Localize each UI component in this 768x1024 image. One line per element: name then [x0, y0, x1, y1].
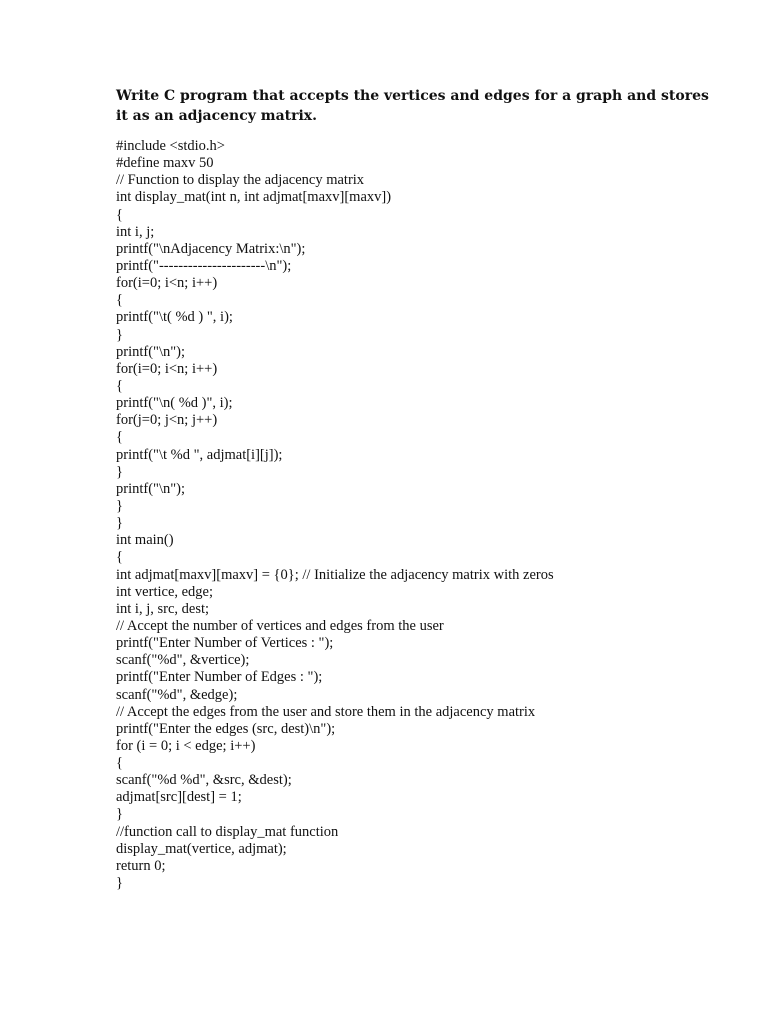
document-heading	[116, 86, 716, 126]
code-line: printf("Enter Number of Edges : ");	[116, 669, 323, 686]
code-line: for (i = 0; i < edge; i++)	[116, 737, 256, 754]
code-line: {	[116, 549, 123, 566]
code-line: printf("\t( %d ) ", i);	[116, 309, 233, 326]
code-line: for(i=0; i<n; i++)	[116, 275, 218, 292]
code-line: int i, j, src, dest;	[116, 600, 210, 617]
code-line: int i, j;	[116, 223, 155, 240]
code-line: printf("\nAdjacency Matrix:\n");	[116, 240, 306, 257]
code-line: printf("\t %d ", adjmat[i][j]);	[116, 446, 283, 463]
code-line: {	[116, 292, 123, 309]
code-line: printf("\n");	[116, 343, 186, 360]
code-line: int main()	[116, 532, 174, 549]
code-line: printf("\n");	[116, 480, 186, 497]
code-line: #define maxv 50	[116, 155, 214, 172]
code-line: }	[116, 515, 123, 532]
code-line: // Function to display the adjacency matrix	[116, 172, 365, 189]
code-line: }	[116, 497, 123, 514]
code-line: scanf("%d", &vertice);	[116, 652, 250, 669]
code-line: scanf("%d %d", &src, &dest);	[116, 772, 292, 789]
heading-line-2: it as an adjacency matrix.	[116, 108, 318, 124]
code-line: {	[116, 755, 123, 772]
code-line: // Accept the edges from the user and store them in the adjacency matrix	[116, 703, 536, 720]
code-line: printf("Enter Number of Vertices : ");	[116, 635, 334, 652]
code-line: // Accept the number of vertices and edges from the user	[116, 617, 444, 634]
code-line: {	[116, 377, 123, 394]
heading-line-1: Write C program that accepts the vertices and edges for a graph and stores	[116, 88, 709, 104]
code-line: }	[116, 875, 123, 892]
code-line: }	[116, 463, 123, 480]
code-line: return 0;	[116, 857, 166, 874]
code-line: }	[116, 326, 123, 343]
code-line: adjmat[src][dest] = 1;	[116, 789, 242, 806]
code-line: display_mat(vertice, adjmat);	[116, 840, 287, 857]
code-line: printf("\n( %d )", i);	[116, 395, 233, 412]
code-listing	[116, 138, 736, 892]
code-line: scanf("%d", &edge);	[116, 686, 238, 703]
code-line: int vertice, edge;	[116, 583, 214, 600]
code-line: printf("Enter the edges (src, dest)\n");	[116, 720, 336, 737]
code-line: }	[116, 806, 123, 823]
code-line: {	[116, 429, 123, 446]
code-line: #include <stdio.h>	[116, 138, 225, 154]
code-line: printf("----------------------\n");	[116, 257, 292, 274]
code-line: {	[116, 206, 123, 223]
code-line: for(j=0; j<n; j++)	[116, 412, 218, 429]
code-line: //function call to display_mat function	[116, 823, 339, 840]
code-line: int display_mat(int n, int adjmat[maxv][maxv])	[116, 189, 392, 206]
code-line: int adjmat[maxv][maxv] = {0}; // Initialize the adjacency matrix with zeros	[116, 566, 554, 583]
code-line: for(i=0; i<n; i++)	[116, 360, 218, 377]
